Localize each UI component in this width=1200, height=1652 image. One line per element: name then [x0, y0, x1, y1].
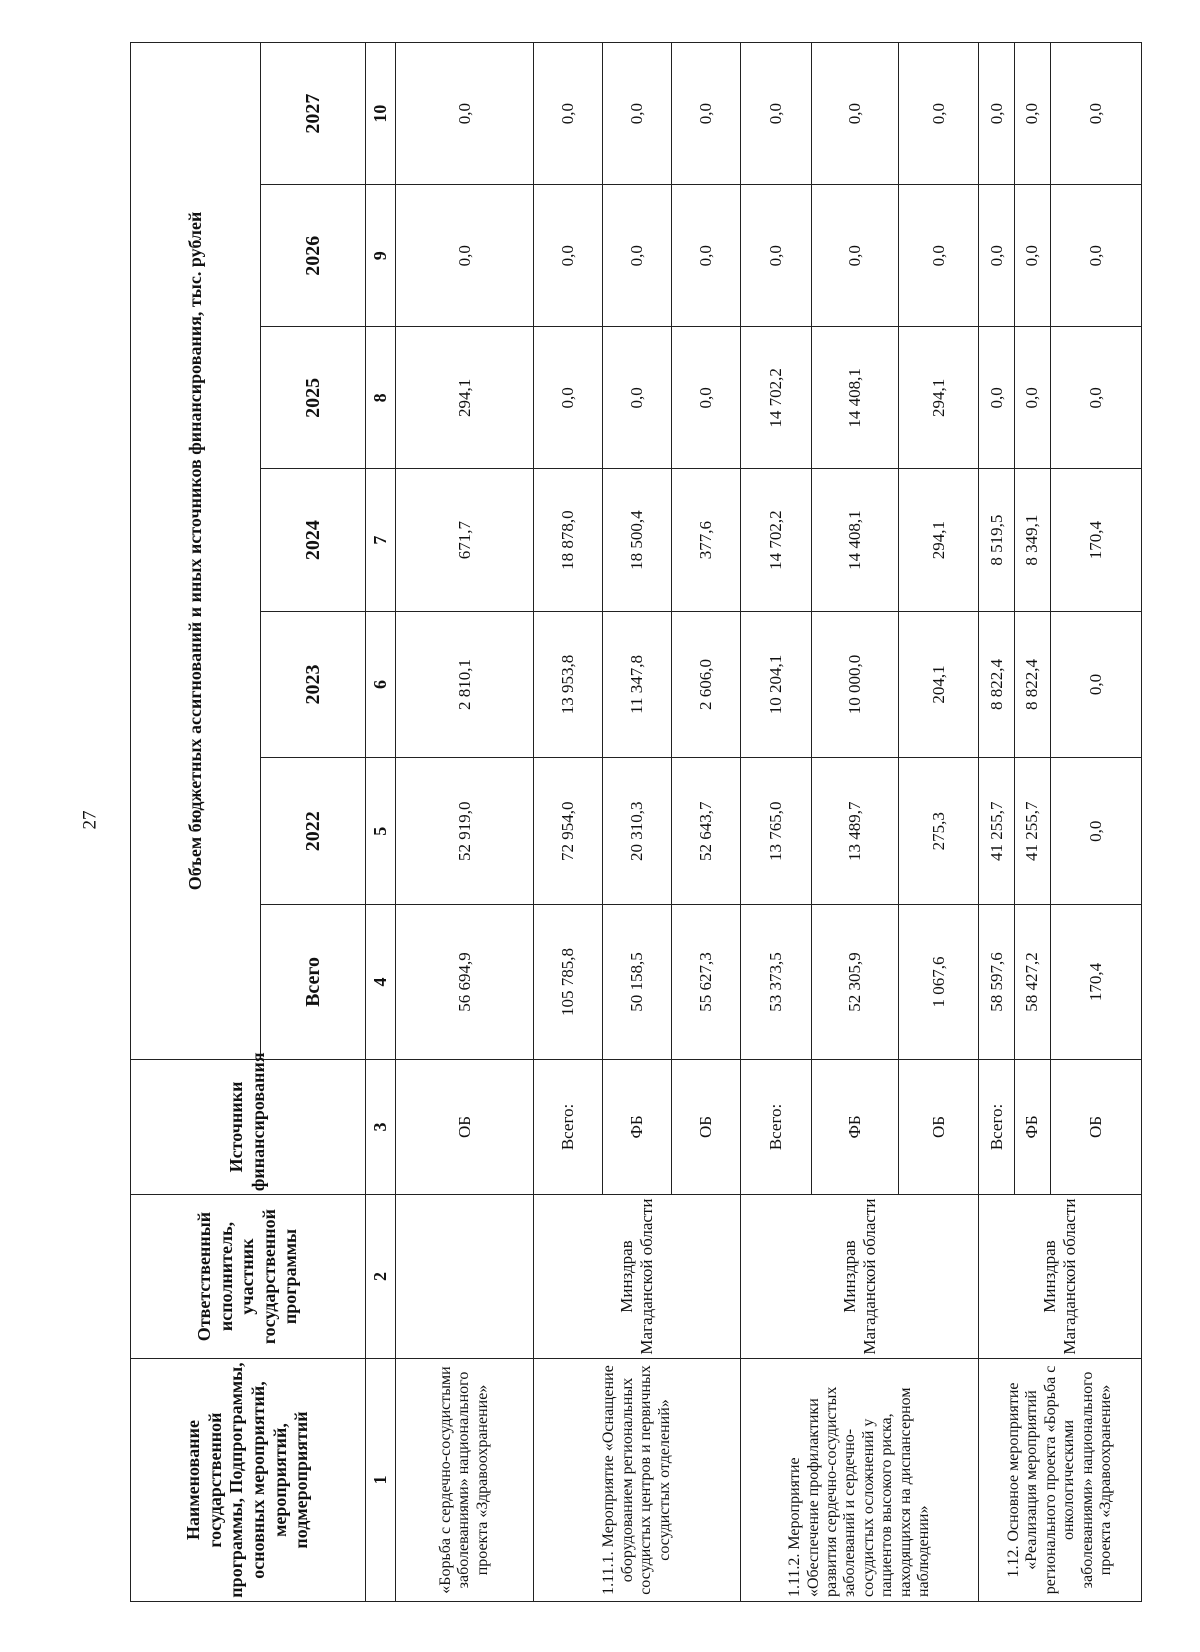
value-cell: 14 408,1 — [812, 469, 899, 611]
value-cell: 41 255,7 — [979, 758, 1015, 905]
program-name-cell: «Борьба с сердечно-сосудистыми заболеваниями» национального проекта «Здравоохранение» — [396, 1358, 534, 1601]
value-cell: 0,0 — [534, 327, 603, 469]
value-cell: 170,4 — [1050, 469, 1141, 611]
value-cell: 58 597,6 — [979, 905, 1015, 1060]
value-cell: 52 643,7 — [672, 758, 741, 905]
value-cell: 41 255,7 — [1015, 758, 1051, 905]
value-cell: 50 158,5 — [603, 905, 672, 1060]
header-year: 2026 — [261, 185, 366, 327]
program-name-cell: 1.12. Основное мероприятие «Реализация мероприятий регионального проекта «Борьба с онкологическими заболеваниями» национального проекта «Здравоохранение» — [979, 1358, 1142, 1601]
value-cell: 0,0 — [899, 43, 979, 185]
header-year: 2022 — [261, 758, 366, 905]
value-cell: 18 878,0 — [534, 469, 603, 611]
value-cell: 13 953,8 — [534, 611, 603, 758]
responsible-cell — [396, 1195, 534, 1359]
value-cell: 0,0 — [1050, 185, 1141, 327]
value-cell: 0,0 — [1015, 43, 1051, 185]
header-year: 2025 — [261, 327, 366, 469]
column-number: 7 — [366, 469, 396, 611]
value-cell: 0,0 — [812, 185, 899, 327]
funding-table — [130, 42, 1142, 1602]
value-cell: 0,0 — [1015, 327, 1051, 469]
value-cell: 72 954,0 — [534, 758, 603, 905]
rotated-table-container — [130, 42, 1142, 1602]
responsible-cell: Минздрав Магаданской области — [741, 1195, 979, 1359]
value-cell: 0,0 — [672, 327, 741, 469]
value-cell: 0,0 — [979, 185, 1015, 327]
value-cell: 0,0 — [603, 43, 672, 185]
column-number: 9 — [366, 185, 396, 327]
responsible-cell: Минздрав Магаданской области — [534, 1195, 741, 1359]
value-cell: 8 822,4 — [979, 611, 1015, 758]
column-number: 6 — [366, 611, 396, 758]
source-cell: ОБ — [1050, 1059, 1141, 1194]
value-cell: 8 349,1 — [1015, 469, 1051, 611]
source-cell: ФБ — [812, 1059, 899, 1194]
value-cell: 0,0 — [1050, 43, 1141, 185]
value-cell: 0,0 — [741, 185, 812, 327]
value-cell: 294,1 — [899, 469, 979, 611]
column-number: 3 — [366, 1059, 396, 1194]
value-cell: 14 702,2 — [741, 327, 812, 469]
value-cell: 10 000,0 — [812, 611, 899, 758]
value-cell: 0,0 — [1015, 185, 1051, 327]
header-sources: Источники финансирования — [131, 1059, 366, 1194]
value-cell: 1 067,6 — [899, 905, 979, 1060]
header-year: 2027 — [261, 43, 366, 185]
value-cell: 105 785,8 — [534, 905, 603, 1060]
source-cell: Всего: — [979, 1059, 1015, 1194]
value-cell: 0,0 — [534, 185, 603, 327]
source-cell: ОБ — [899, 1059, 979, 1194]
responsible-cell: Минздрав Магаданской области — [979, 1195, 1142, 1359]
value-cell: 52 919,0 — [396, 758, 534, 905]
value-cell: 294,1 — [396, 327, 534, 469]
value-cell: 18 500,4 — [603, 469, 672, 611]
value-cell: 0,0 — [603, 185, 672, 327]
source-cell: ОБ — [396, 1059, 534, 1194]
value-cell: 204,1 — [899, 611, 979, 758]
column-number: 10 — [366, 43, 396, 185]
value-cell: 20 310,3 — [603, 758, 672, 905]
value-cell: 0,0 — [1050, 611, 1141, 758]
value-cell: 8 519,5 — [979, 469, 1015, 611]
value-cell: 2 606,0 — [672, 611, 741, 758]
value-cell: 0,0 — [741, 43, 812, 185]
value-cell: 8 822,4 — [1015, 611, 1051, 758]
value-cell: 13 489,7 — [812, 758, 899, 905]
value-cell: 294,1 — [899, 327, 979, 469]
header-responsible: Ответственный исполнитель, участник государственной программы — [131, 1195, 366, 1359]
source-cell: Всего: — [534, 1059, 603, 1194]
value-cell: 55 627,3 — [672, 905, 741, 1060]
value-cell: 10 204,1 — [741, 611, 812, 758]
column-number: 4 — [366, 905, 396, 1060]
page-number: 27 — [79, 810, 100, 830]
value-cell: 58 427,2 — [1015, 905, 1051, 1060]
value-cell: 0,0 — [672, 43, 741, 185]
value-cell: 11 347,8 — [603, 611, 672, 758]
value-cell: 0,0 — [812, 43, 899, 185]
value-cell: 0,0 — [534, 43, 603, 185]
value-cell: 170,4 — [1050, 905, 1141, 1060]
column-number: 8 — [366, 327, 396, 469]
value-cell: 377,6 — [672, 469, 741, 611]
source-cell: ОБ — [672, 1059, 741, 1194]
header-total: Всего — [261, 905, 366, 1060]
header-name: Наименование государственной программы, Подпрограммы, основных мероприятий, мероприятий, подмероприятий — [131, 1358, 366, 1601]
value-cell: 0,0 — [979, 327, 1015, 469]
value-cell: 0,0 — [603, 327, 672, 469]
value-cell: 52 305,9 — [812, 905, 899, 1060]
value-cell: 0,0 — [1050, 327, 1141, 469]
program-name-cell: 1.11.1. Мероприятие «Оснащение оборудованием региональных сосудистых центров и первичных сосудистых отделений» — [534, 1358, 741, 1601]
program-name-cell: 1.11.2. Мероприятие «Обеспечение профилактики развития сердечно-сосудистых заболеваний и сердечно-сосудистых осложнений у пациентов высокого риска, находящихся на диспансерном наблюдении» — [741, 1358, 979, 1601]
value-cell: 0,0 — [1050, 758, 1141, 905]
value-cell: 0,0 — [899, 185, 979, 327]
column-number: 1 — [366, 1358, 396, 1601]
value-cell: 14 408,1 — [812, 327, 899, 469]
column-number: 2 — [366, 1195, 396, 1359]
value-cell: 0,0 — [979, 43, 1015, 185]
source-cell: ФБ — [603, 1059, 672, 1194]
header-funding-volume: Объем бюджетных ассигнований и иных источников финансирования, тыс. рублей — [131, 43, 261, 1060]
value-cell: 14 702,2 — [741, 469, 812, 611]
header-year: 2024 — [261, 469, 366, 611]
source-cell: Всего: — [741, 1059, 812, 1194]
header-year: 2023 — [261, 611, 366, 758]
value-cell: 13 765,0 — [741, 758, 812, 905]
value-cell: 56 694,9 — [396, 905, 534, 1060]
value-cell: 0,0 — [672, 185, 741, 327]
column-number: 5 — [366, 758, 396, 905]
source-cell: ФБ — [1015, 1059, 1051, 1194]
value-cell: 53 373,5 — [741, 905, 812, 1060]
value-cell: 275,3 — [899, 758, 979, 905]
value-cell: 0,0 — [396, 185, 534, 327]
value-cell: 2 810,1 — [396, 611, 534, 758]
value-cell: 671,7 — [396, 469, 534, 611]
value-cell: 0,0 — [396, 43, 534, 185]
